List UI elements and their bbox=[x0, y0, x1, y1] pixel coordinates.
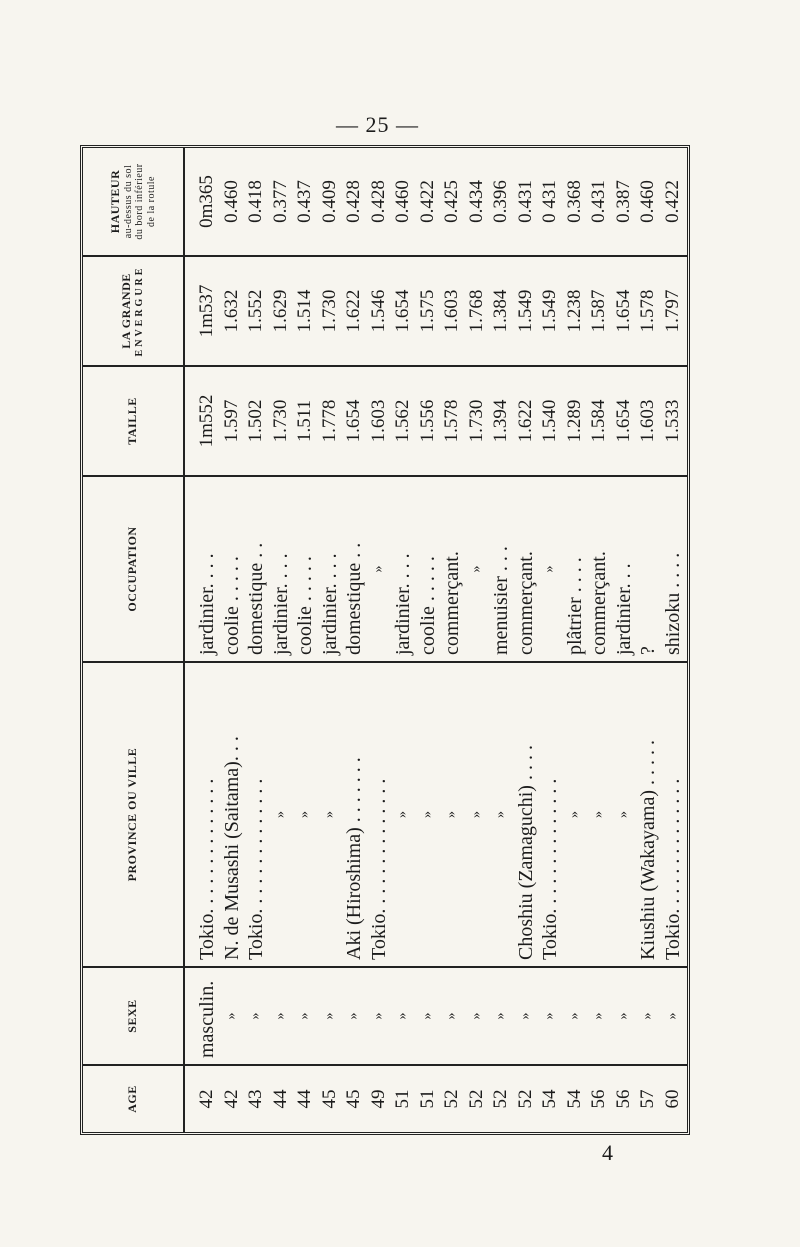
envergure-cell: 1.768 bbox=[465, 289, 487, 333]
hauteur-cell: 0.460 bbox=[220, 180, 242, 223]
hauteur-cell: 0.387 bbox=[612, 180, 634, 223]
envergure-header: LA GRANDE ENVERGURE bbox=[83, 257, 185, 365]
occupation-cell: domestique . . bbox=[343, 542, 365, 655]
age-cell: 56 bbox=[588, 1089, 609, 1109]
province-header: PROVINCE OU VILLE bbox=[83, 663, 185, 966]
taille-cell: 1.603 bbox=[637, 399, 658, 443]
province-cell: Tokio. . . . . . . . . . . . . . bbox=[245, 778, 267, 960]
sexe-cell: » bbox=[640, 1012, 655, 1020]
hauteur-cell: 0.425 bbox=[441, 180, 462, 223]
sexe-cell: » bbox=[395, 1012, 410, 1020]
sexe-cell: » bbox=[346, 1012, 361, 1020]
hauteur-cell: 0.422 bbox=[416, 180, 438, 223]
province-cell: Tokio. . . . . . . . . . . . . . bbox=[367, 778, 390, 960]
sexe-cell: » bbox=[248, 1012, 263, 1020]
province-cell: » bbox=[272, 811, 288, 818]
hauteur-cell: 0.368 bbox=[563, 180, 585, 223]
occupation-cell: » bbox=[542, 565, 557, 573]
occupation-cell: commerçant. bbox=[588, 551, 610, 655]
hauteur-cell: 0.377 bbox=[269, 180, 291, 223]
age-cell: 45 bbox=[343, 1089, 364, 1109]
province-cell: » bbox=[395, 811, 410, 818]
envergure-column bbox=[83, 257, 687, 367]
age-header: AGE bbox=[83, 1066, 185, 1132]
page-number: — 25 — bbox=[336, 112, 419, 137]
occupation-cell: » bbox=[468, 565, 484, 573]
envergure-cell: 1.632 bbox=[220, 289, 242, 333]
province-cell: » bbox=[321, 811, 337, 818]
hauteur-cell: 0 431 bbox=[539, 180, 560, 223]
sexe-cell: » bbox=[370, 1012, 386, 1020]
province-cell: N. de Musashi (Saitama). . . bbox=[220, 736, 243, 960]
occupation-cell: jardinier. . . . bbox=[318, 553, 341, 655]
occupation-cell: ? bbox=[637, 646, 659, 655]
hauteur-cell: 0.437 bbox=[294, 180, 315, 223]
hauteur-cell: 0.396 bbox=[490, 180, 511, 223]
province-cell: » bbox=[591, 811, 606, 818]
sexe-cell: » bbox=[272, 1012, 288, 1020]
age-cell: 42 bbox=[220, 1089, 242, 1109]
taille-cell: 1.622 bbox=[514, 399, 536, 443]
envergure-cell: 1.587 bbox=[588, 289, 609, 333]
province-cell: » bbox=[566, 811, 582, 818]
age-cell: 54 bbox=[539, 1089, 560, 1109]
sexe-cell: masculin. bbox=[196, 980, 218, 1058]
sexe-cell: » bbox=[468, 1012, 484, 1020]
hauteur-header: HAUTEUR au-dessus du sol du bord inférieur de la rotule bbox=[83, 148, 185, 255]
sexe-cell: » bbox=[542, 1012, 557, 1020]
province-column bbox=[83, 663, 687, 968]
sexe-cell: » bbox=[419, 1012, 435, 1020]
envergure-cell: 1.552 bbox=[245, 289, 266, 333]
envergure-cell: 1m537 bbox=[196, 284, 217, 338]
taille-cell: 1.556 bbox=[416, 399, 438, 443]
occupation-cell: domestique . . bbox=[245, 542, 267, 655]
province-cell: » bbox=[493, 811, 508, 818]
province-cell: Kiushiu (Wakayama) . . . . . bbox=[637, 740, 659, 960]
envergure-cell: 1.654 bbox=[612, 289, 634, 333]
taille-cell: 1.603 bbox=[367, 399, 389, 443]
province-cell: » bbox=[468, 811, 484, 818]
occupation-cell: coolie . . . . . bbox=[220, 556, 243, 655]
taille-cell: 1.654 bbox=[343, 399, 364, 443]
sexe-header: SEXE bbox=[83, 968, 185, 1064]
age-cell: 45 bbox=[318, 1089, 340, 1109]
province-cell: » bbox=[297, 811, 312, 818]
hauteur-cell: 0.431 bbox=[514, 180, 536, 223]
taille-cell: 1.511 bbox=[294, 399, 315, 443]
age-cell: 52 bbox=[441, 1089, 462, 1109]
taille-cell: 1.778 bbox=[318, 399, 340, 443]
age-cell: 42 bbox=[196, 1089, 217, 1109]
sexe-cell: » bbox=[444, 1012, 459, 1020]
age-cell: 52 bbox=[514, 1089, 536, 1109]
envergure-cell: 1.546 bbox=[367, 289, 389, 333]
occupation-cell: plâtrier . . . . bbox=[563, 557, 586, 655]
sexe-column bbox=[83, 968, 687, 1066]
hauteur-cell: 0.409 bbox=[318, 180, 340, 223]
age-cell: 44 bbox=[294, 1089, 315, 1109]
sexe-cell: » bbox=[517, 1012, 533, 1020]
taille-cell: 1.562 bbox=[392, 399, 413, 443]
envergure-cell: 1.622 bbox=[343, 289, 364, 333]
envergure-cell: 1.514 bbox=[294, 289, 315, 333]
taille-cell: 1.730 bbox=[269, 399, 291, 443]
sexe-cell: » bbox=[615, 1012, 631, 1020]
age-cell: 51 bbox=[392, 1089, 413, 1109]
taille-cell: 1.654 bbox=[612, 399, 634, 443]
age-cell: 52 bbox=[465, 1089, 487, 1109]
envergure-cell: 1.797 bbox=[661, 289, 683, 333]
age-column bbox=[83, 1066, 687, 1132]
age-cell: 56 bbox=[612, 1089, 634, 1109]
sexe-cell: » bbox=[566, 1012, 582, 1020]
province-cell: Aki (Hiroshima) . . . . . . . bbox=[343, 757, 365, 960]
occupation-header: OCCUPATION bbox=[83, 477, 185, 661]
taille-header: TAILLE bbox=[83, 367, 185, 475]
occupation-cell: commerçant. bbox=[441, 551, 463, 655]
taille-cell: 1.597 bbox=[220, 399, 242, 443]
hauteur-cell: 0.428 bbox=[343, 180, 364, 223]
occupation-cell: jardinier. . . bbox=[612, 563, 635, 655]
hauteur-cell: 0.422 bbox=[661, 180, 683, 223]
age-cell: 49 bbox=[367, 1089, 389, 1109]
sexe-cell: » bbox=[591, 1012, 606, 1020]
age-cell: 54 bbox=[563, 1089, 585, 1109]
taille-cell: 1.578 bbox=[441, 399, 462, 443]
age-cell: 43 bbox=[245, 1089, 266, 1109]
sexe-cell: » bbox=[321, 1012, 337, 1020]
envergure-cell: 1.603 bbox=[441, 289, 462, 333]
age-cell: 57 bbox=[637, 1089, 658, 1109]
envergure-cell: 1.238 bbox=[563, 289, 585, 333]
occupation-cell: commerçant. bbox=[514, 551, 537, 655]
taille-cell: 1.584 bbox=[588, 399, 609, 443]
occupation-cell: coolie . . . . . bbox=[294, 556, 316, 655]
signature-mark: 4 bbox=[602, 1140, 613, 1165]
sexe-cell: » bbox=[664, 1012, 680, 1020]
sexe-cell: » bbox=[223, 1012, 239, 1020]
occupation-cell: » bbox=[370, 565, 386, 573]
taille-cell: 1.289 bbox=[563, 399, 585, 443]
occupation-column bbox=[83, 477, 687, 663]
envergure-cell: 1.549 bbox=[514, 289, 536, 333]
hauteur-cell: 0m365 bbox=[196, 175, 217, 228]
occupation-cell: coolie . . . . . bbox=[416, 556, 439, 655]
occupation-cell: jardinier. . . . bbox=[196, 553, 218, 655]
envergure-cell: 1.629 bbox=[269, 289, 291, 333]
age-cell: 44 bbox=[269, 1089, 291, 1109]
hauteur-cell: 0.460 bbox=[392, 180, 413, 223]
province-cell: Tokio. . . . . . . . . . . . . . bbox=[196, 778, 218, 960]
sexe-cell: » bbox=[493, 1012, 508, 1020]
taille-column bbox=[83, 367, 687, 477]
age-cell: 52 bbox=[490, 1089, 511, 1109]
hauteur-cell: 0.460 bbox=[637, 180, 658, 223]
province-cell: » bbox=[444, 811, 459, 818]
hauteur-cell: 0.428 bbox=[367, 180, 389, 223]
hauteur-cell: 0.418 bbox=[245, 180, 266, 223]
envergure-cell: 1.575 bbox=[416, 289, 438, 333]
age-cell: 51 bbox=[416, 1089, 438, 1109]
hauteur-column bbox=[83, 148, 687, 257]
taille-cell: 1.502 bbox=[245, 399, 266, 443]
province-cell: Tokio. . . . . . . . . . . . . . bbox=[661, 778, 684, 960]
anthropometric-table bbox=[80, 145, 690, 1135]
taille-cell: 1m552 bbox=[196, 394, 217, 448]
age-cell: 60 bbox=[661, 1089, 683, 1109]
province-cell: Tokio. . . . . . . . . . . . . . bbox=[539, 778, 561, 960]
occupation-cell: menuisier . . . bbox=[490, 546, 512, 655]
taille-cell: 1.540 bbox=[539, 399, 560, 443]
province-cell: » bbox=[615, 811, 631, 818]
occupation-cell: jardinier. . . . bbox=[269, 553, 292, 655]
province-cell: » bbox=[419, 811, 435, 818]
taille-cell: 1.730 bbox=[465, 399, 487, 443]
hauteur-cell: 0.434 bbox=[465, 180, 487, 223]
envergure-cell: 1.730 bbox=[318, 289, 340, 333]
sexe-cell: » bbox=[297, 1012, 312, 1020]
taille-cell: 1.394 bbox=[490, 399, 511, 443]
envergure-cell: 1.578 bbox=[637, 289, 658, 333]
occupation-cell: jardinier. . . . bbox=[392, 553, 414, 655]
occupation-cell: shizoku . . . . bbox=[661, 552, 684, 655]
envergure-cell: 1.384 bbox=[490, 289, 511, 333]
province-cell: Choshiu (Zamaguchi) . . . . bbox=[514, 745, 537, 960]
envergure-cell: 1.549 bbox=[539, 289, 560, 333]
envergure-cell: 1.654 bbox=[392, 289, 413, 333]
hauteur-cell: 0.431 bbox=[588, 180, 609, 223]
taille-cell: 1.533 bbox=[661, 399, 683, 443]
